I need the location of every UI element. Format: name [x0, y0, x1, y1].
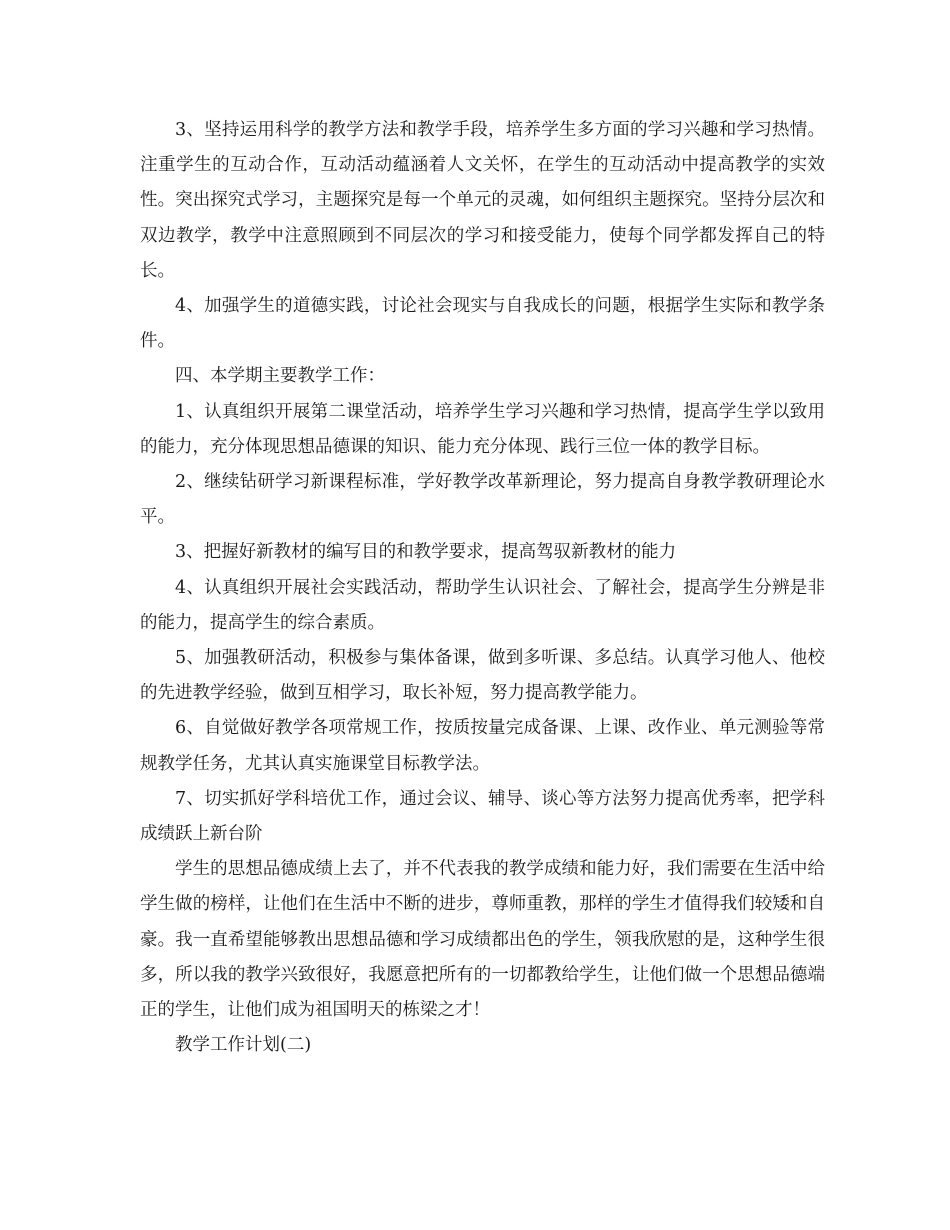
paragraph-work-7: 7、切实抓好学科培优工作，通过会议、辅导、谈心等方法努力提高优秀率，把学科成绩跃上新台阶 [140, 788, 825, 845]
paragraph-item-3-method: 3、坚持运用科学的教学方法和教学手段，培养学生多方面的学习兴趣和学习热情。注重学生的互动合作，互动活动蕴涵着人文关怀，在学生的互动活动中提高教学的实效性。突出探究式学习，主题探究是每一个单元的灵魂，如何组织主题探究。坚持分层次和双边教学，教学中注意照顾到不同层次的学习和接受能力，使每个同学都发挥自己的特长。 [140, 120, 825, 281]
paragraph-work-1: 1、认真组织开展第二课堂活动，培养学生学习兴趣和学习热情，提高学生学以致用的能力，充分体现思想品德课的知识、能力充分体现、践行三位一体的教学目标。 [140, 401, 825, 457]
paragraph-work-5: 5、加强教研活动，积极参与集体备课，做到多听课、多总结。认真学习他人、他校的先进教学经验，做到互相学习，取长补短，努力提高教学能力。 [140, 648, 825, 704]
paragraph-item-4-moral-practice: 4、加强学生的道德实践，讨论社会现实与自我成长的问题，根据学生实际和教学条件。 [140, 296, 825, 352]
paragraph-conclusion: 学生的思想品德成绩上去了，并不代表我的教学成绩和能力好，我们需要在生活中给学生做的榜样，让他们在生活中不断的进步，尊师重教，那样的学生才值得我们较矮和自豪。我一直希望能够教出思想品德和学习成绩都出色的学生，领我欣慰的是，这种学生很多，所以我的教学兴致很好，我愿意把所有的一切都教给学生，让他们做一个思想品德端正的学生，让他们成为祖国明天的栋梁之才！ [140, 859, 825, 1021]
paragraph-work-3: 3、把握好新教材的编写目的和教学要求，提高驾驭新教材的能力 [175, 542, 677, 563]
paragraph-work-2: 2、继续钻研学习新课程标准，学好教学改革新理论，努力提高自身教学教研理论水平。 [140, 472, 825, 528]
document-body [140, 113, 825, 1063]
section-heading-main-work: 四、本学期主要教学工作： [175, 366, 385, 387]
section-title-plan-two: 教学工作计划(二) [175, 1035, 312, 1056]
paragraph-work-6: 6、自觉做好教学各项常规工作，按质按量完成备课、上课、改作业、单元测验等常规教学任务，尤其认真实施课堂目标教学法。 [140, 718, 825, 774]
paragraph-work-4: 4、认真组织开展社会实践活动，帮助学生认识社会、了解社会，提高学生分辨是非的能力，提高学生的综合素质。 [140, 577, 825, 633]
